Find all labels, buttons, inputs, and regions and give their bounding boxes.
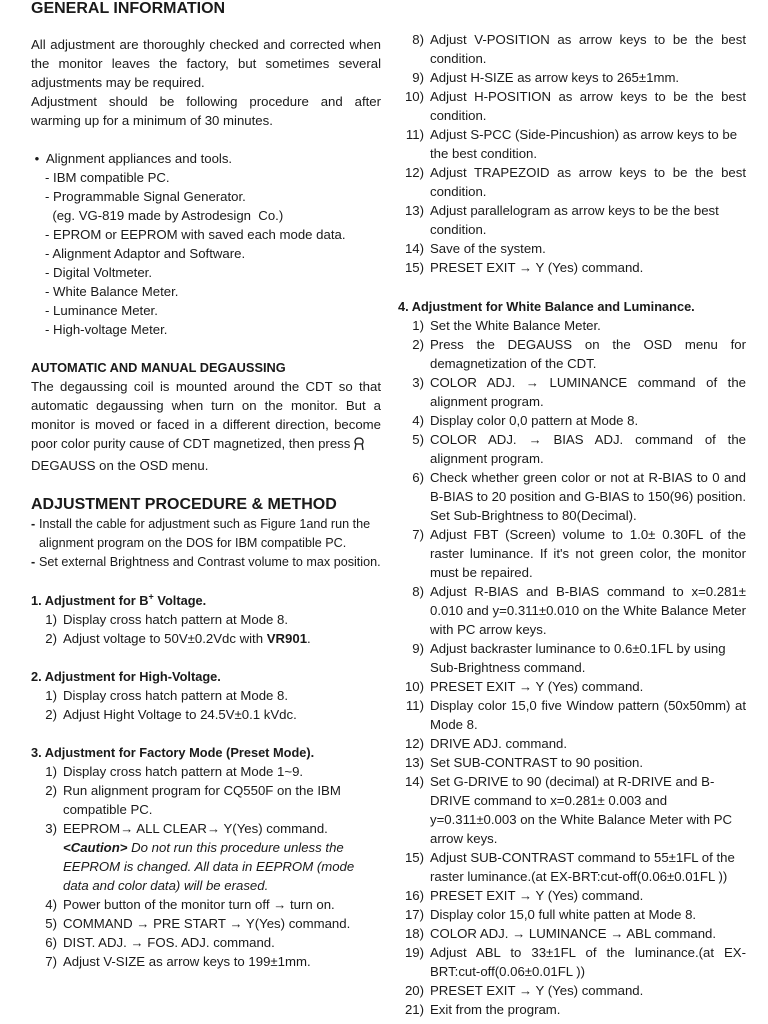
list-item: 12) Adjust TRAPEZOID as arrow keys to be the best condition. (404, 165, 746, 199)
list-item: 2) Adjust voltage to 50V±0.2Vdc with VR901. (45, 631, 311, 646)
list-item: 2) Run alignment program for CQ550F on the IBM compatible PC. (45, 783, 341, 817)
caution-label: <Caution> (63, 840, 128, 855)
list-item: - Install the cable for adjustment such as Figure 1and run the alignment program on the DOS for IBM compatible PC. (31, 517, 371, 550)
section-1-title: 1. Adjustment for B+ Voltage. (31, 591, 207, 608)
list-item: 1) Display cross hatch pattern at Mode 8. (45, 612, 289, 627)
list-item: (eg. VG-819 made by Astrodesign Co.) (45, 208, 284, 223)
list-item: 7) Adjust FBT (Screen) volume to 1.0± 0.30FL of the raster luminance. If it's not green color, the monitor must be repaired. (412, 527, 746, 580)
degauss-text: The degaussing coil is mounted around the CDT so that automatic degaussing when turn on the monitor. But a monitor is moved or faced in a different direction, become poor color purity cause of CDT magnetized, then press (31, 379, 381, 451)
general-paragraph-2: Adjustment should be following procedure and after warming up for a minimum of 30 minutes. (31, 94, 381, 128)
list-item: 3) EEPROM→ ALL CLEAR→ Y(Yes) command. (45, 821, 328, 836)
degauss-title: AUTOMATIC AND MANUAL DEGAUSSING (31, 360, 286, 375)
section-4-list (398, 316, 746, 1019)
list-item: 4) Display color 0,0 pattern at Mode 8. (412, 413, 639, 428)
section-3-list (31, 762, 381, 971)
list-item: - Set external Brightness and Contrast volume to max position. (31, 555, 381, 569)
section-3-title: 3. Adjustment for Factory Mode (Preset Mode). (31, 745, 315, 760)
list-item: - Luminance Meter. (45, 303, 158, 318)
list-item: 16) PRESET EXIT → Y (Yes) command. (404, 888, 644, 903)
list-item: - High-voltage Meter. (45, 322, 168, 337)
list-item: 6) Check whether green color or not at R-BIAS to 0 and B-BIAS to 20 position and G-BIAS to 150(96) position. Set Sub-Brightness to 80(Decimal). (412, 470, 746, 523)
caution-note: <Caution> Do not run this procedure unless the EEPROM is changed. All data in EEPROM (mode data and color data) will be erased. (63, 840, 355, 893)
list-item: 20) PRESET EXIT → Y (Yes) command. (404, 983, 644, 998)
list-item: - White Balance Meter. (45, 284, 179, 299)
list-item: - Digital Voltmeter. (45, 265, 153, 280)
list-item: 13) Set SUB-CONTRAST to 90 position. (404, 755, 644, 770)
list-item: 7) Adjust V-SIZE as arrow keys to 199±1mm. (45, 954, 311, 969)
list-item: 5) COMMAND → PRE START → Y(Yes) command. (45, 916, 351, 931)
list-item: 5) COLOR ADJ. → BIAS ADJ. command of the alignment program. (412, 432, 746, 466)
list-item: - EPROM or EEPROM with saved each mode data. (45, 227, 346, 242)
list-item: 6) DIST. ADJ. → FOS. ADJ. command. (45, 935, 275, 950)
general-information-title: GENERAL INFORMATION (31, 0, 226, 17)
list-item: 18) COLOR ADJ. → LUMINANCE → ABL command. (404, 926, 717, 941)
list-item: 2) Adjust Hight Voltage to 24.5V±0.1 kVdc. (45, 707, 297, 722)
list-item: 12) DRIVE ADJ. command. (404, 736, 568, 751)
list-item: 1) Display cross hatch pattern at Mode 1~9. (45, 764, 304, 779)
list-item: 8) Adjust R-BIAS and B-BIAS command to x=0.281± 0.010 and y=0.311±0.010 on the White Balance Meter with PC arrow keys. (412, 584, 746, 637)
degauss-paragraph (31, 377, 381, 475)
list-item: - Alignment Adaptor and Software. (45, 246, 246, 261)
list-item: - IBM compatible PC. (45, 170, 170, 185)
right-column (398, 30, 746, 1019)
list-item: 14) Set G-DRIVE to 90 (decimal) at R-DRIVE and B-DRIVE command to x=0.281± 0.003 and y=0.311±0.003 on the White Balance Meter with PC arrow keys. (404, 774, 733, 846)
list-item: 8) Adjust V-POSITION as arrow keys to be the best condition. (412, 32, 746, 66)
list-item: 15) PRESET EXIT → Y (Yes) command. (404, 260, 644, 275)
list-item: 13) Adjust parallelogram as arrow keys to be the best condition. (404, 203, 719, 237)
vr901-label: VR901 (266, 631, 308, 646)
list-item: 2) Press the DEGAUSS on the OSD menu for demagnetization of the CDT. (412, 337, 746, 371)
list-item: 10) Adjust H-POSITION as arrow keys to be the best condition. (404, 89, 746, 123)
list-item: 3) COLOR ADJ. → LUMINANCE command of the alignment program. (412, 375, 746, 409)
list-item: 10) PRESET EXIT → Y (Yes) command. (404, 679, 644, 694)
degauss-icon (353, 437, 365, 456)
list-item: 11) Display color 15,0 five Window pattern (50x50mm) at Mode 8. (405, 698, 746, 732)
list-item: 1) Set the White Balance Meter. (412, 318, 601, 333)
list-item: 9) Adjust H-SIZE as arrow keys to 265±1mm. (412, 70, 680, 85)
tools-list (31, 168, 381, 339)
degauss-text-2: DEGAUSS on the OSD menu. (31, 458, 209, 473)
tools-title: Alignment appliances and tools. (45, 151, 233, 166)
procedure-title: ADJUSTMENT PROCEDURE & METHOD (31, 496, 337, 513)
section-3-continued-list (398, 30, 746, 277)
list-item: 4) Power button of the monitor turn off → turn on. (45, 897, 335, 912)
general-paragraph-1: All adjustment are thoroughly checked and corrected when the monitor leaves the factory, but sometimes several adjustments may be required. (31, 37, 381, 90)
list-item: 9) Adjust backraster luminance to 0.6±0.1FL by using Sub-Brightness command. (412, 641, 726, 675)
section-1-list (31, 610, 381, 648)
left-column (31, 0, 381, 971)
procedure-list (31, 515, 381, 572)
list-item: 21) Exit from the program. (404, 1002, 561, 1017)
list-item: - Programmable Signal Generator. (45, 189, 246, 204)
section-2-title: 2. Adjustment for High-Voltage. (31, 669, 221, 684)
list-item: 14) Save of the system. (404, 241, 546, 256)
list-item: 15) Adjust SUB-CONTRAST command to 55±1FL of the raster luminance.(at EX-BRT:cut-off(0.06±0.01FL )) (404, 850, 735, 884)
tools-bullet: • Alignment appliances and tools. (31, 151, 233, 166)
list-item: 1) Display cross hatch pattern at Mode 8. (45, 688, 289, 703)
section-4-title: 4. Adjustment for White Balance and Luminance. (398, 299, 695, 314)
list-item: 19) Adjust ABL to 33±1FL of the luminance.(at EX-BRT:cut-off(0.06±0.01FL )) (404, 945, 746, 979)
list-item: 17) Display color 15,0 full white patten at Mode 8. (404, 907, 697, 922)
list-item: 11) Adjust S-PCC (Side-Pincushion) as arrow keys to be the best condition. (405, 127, 738, 161)
section-2-list (31, 686, 381, 724)
